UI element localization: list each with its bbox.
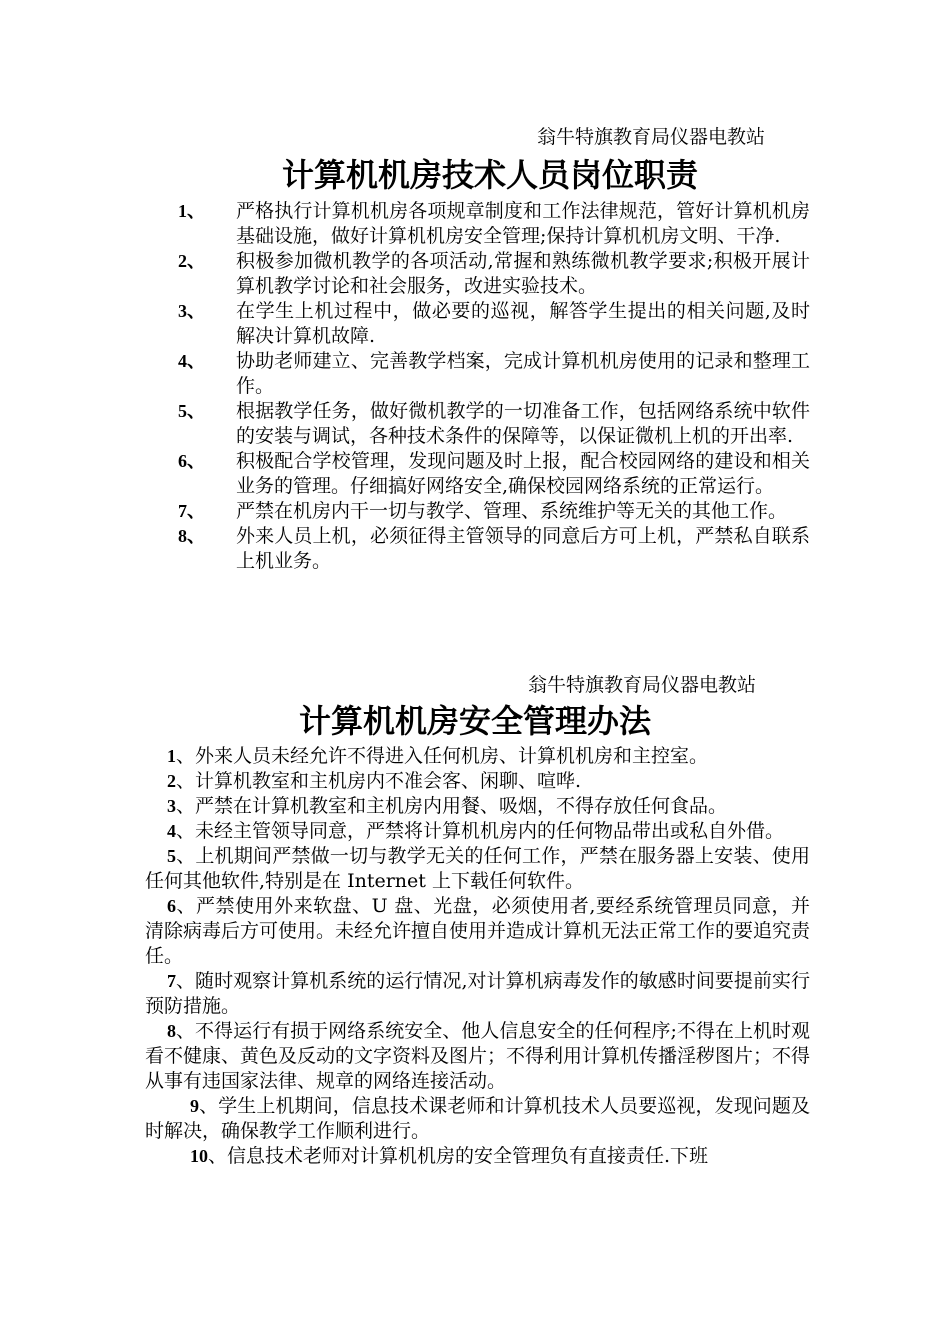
item-text: 、随时观察计算机系统的运行情况,对计算机病毒发作的敏感时间要提前实行预防措施。 xyxy=(145,970,810,1017)
item-text: 严禁在机房内干一切与教学、管理、系统维护等无关的其他工作。 xyxy=(236,500,788,522)
rules-list xyxy=(145,744,810,1169)
list-item xyxy=(145,819,810,844)
item-text: 、未经主管领导同意，严禁将计算机机房内的任何物品带出或私自外借。 xyxy=(176,820,785,842)
item-text: 、严禁使用外来软盘、U 盘、光盘，必须使用者,要经系统管理员同意，并清除病毒后方可使用。未经允许擅自使用并造成计算机无法正常工作的要追究责任。 xyxy=(145,895,811,967)
item-number: 2、 xyxy=(178,251,205,271)
item-number: 1 xyxy=(167,746,176,766)
item-text: 、学生上机期间，信息技术课老师和计算机技术人员要巡视，发现问题及时解决，确保教学工作顺利进行。 xyxy=(145,1095,810,1142)
list-item xyxy=(170,524,810,574)
item-text: 根据教学任务，做好微机教学的一切准备工作，包括网络系统中软件的安装与调试，各种技术条件的保障等，以保证微机上机的开出率. xyxy=(236,400,810,447)
item-text: 、不得运行有损于网络系统安全、他人信息安全的任何程序;不得在上机时观看不健康、黄色及反动的文字资料及图片；不得利用计算机传播淫秽图片；不得从事有违国家法律、规章的网络连接活动。 xyxy=(145,1020,811,1092)
item-number: 5 xyxy=(167,846,176,866)
list-item xyxy=(170,249,810,299)
list-item xyxy=(170,399,810,449)
page-title-duties: 计算机机房技术人员岗位职责 xyxy=(281,156,698,194)
item-number: 2 xyxy=(167,771,176,791)
organization-name: 翁牛特旗教育局仪器电教站 xyxy=(528,674,757,696)
list-item xyxy=(145,844,810,894)
item-text: 协助老师建立、完善教学档案，完成计算机机房使用的记录和整理工作。 xyxy=(236,350,810,397)
item-number: 1、 xyxy=(178,201,205,221)
item-number: 3、 xyxy=(178,301,205,321)
item-number: 4、 xyxy=(178,351,205,371)
item-text: 严格执行计算机机房各项规章制度和工作法律规范，管好计算机机房基础设施，做好计算机机房安全管理;保持计算机机房文明、干净. xyxy=(236,200,810,247)
list-item xyxy=(145,1094,810,1144)
page-title-rules: 计算机机房安全管理办法 xyxy=(298,702,651,740)
item-text: 、信息技术老师对计算机机房的安全管理负有直接责任.下班 xyxy=(208,1145,709,1167)
item-number: 6 xyxy=(167,896,176,916)
list-item xyxy=(170,449,810,499)
list-item xyxy=(145,894,810,969)
list-item xyxy=(170,199,810,249)
item-text: 、计算机教室和主机房内不准会客、闲聊、喧哗. xyxy=(176,770,582,792)
organization-name: 翁牛特旗教育局仪器电教站 xyxy=(537,126,766,148)
item-number: 7、 xyxy=(178,501,205,521)
item-number: 8、 xyxy=(178,526,205,546)
item-number: 3 xyxy=(167,796,176,816)
item-text: 、上机期间严禁做一切与教学无关的任何工作，严禁在服务器上安装、使用任何其他软件,特别是在 Internet 上下载任何软件。 xyxy=(145,845,810,892)
item-text: 积极配合学校管理，发现问题及时上报，配合校园网络的建设和相关业务的管理。仔细搞好网络安全,确保校园网络系统的正常运行。 xyxy=(236,450,810,497)
item-number: 4 xyxy=(167,821,176,841)
item-text: 、外来人员未经允许不得进入任何机房、计算机机房和主控室。 xyxy=(176,745,709,767)
list-item xyxy=(145,1019,810,1094)
list-item xyxy=(145,969,810,1019)
item-text: 外来人员上机，必须征得主管领导的同意后方可上机，严禁私自联系上机业务。 xyxy=(236,525,810,572)
item-number: 5、 xyxy=(178,401,205,421)
duties-list xyxy=(170,199,810,574)
item-text: 、严禁在计算机教室和主机房内用餐、吸烟，不得存放任何食品。 xyxy=(176,795,728,817)
item-number: 10 xyxy=(190,1146,208,1166)
item-text: 在学生上机过程中，做必要的巡视，解答学生提出的相关问题,及时解决计算机故障. xyxy=(236,300,810,347)
item-number: 8 xyxy=(167,1021,176,1041)
item-number: 9 xyxy=(190,1096,199,1116)
list-item xyxy=(170,349,810,399)
list-item xyxy=(170,299,810,349)
item-number: 6、 xyxy=(178,451,205,471)
item-text: 积极参加微机教学的各项活动,常握和熟练微机教学要求;积极开展计算机教学讨论和社会服务，改进实验技术。 xyxy=(236,250,810,297)
list-item xyxy=(170,499,810,524)
list-item xyxy=(145,769,810,794)
list-item xyxy=(145,744,810,769)
list-item xyxy=(145,794,810,819)
item-number: 7 xyxy=(167,971,176,991)
list-item xyxy=(145,1144,810,1169)
